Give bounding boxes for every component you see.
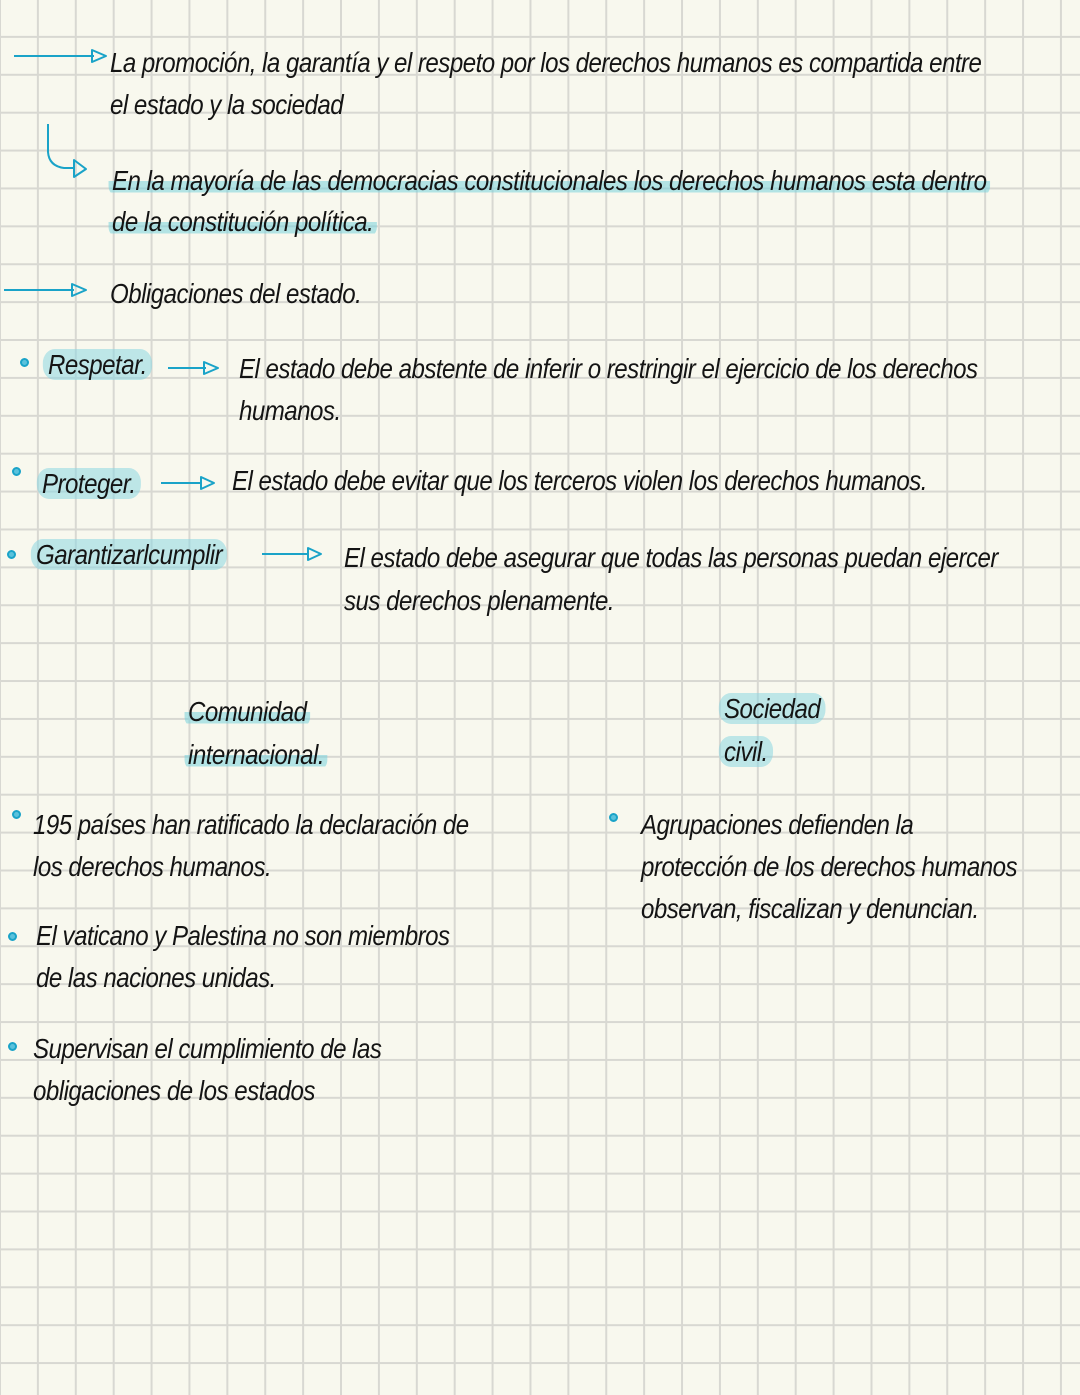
international-heading-2	[188, 734, 327, 776]
respetar-line-2: humanos.	[239, 395, 341, 426]
constitution-line-2	[112, 201, 377, 243]
arrow-right-icon	[159, 477, 219, 493]
proteger-line-1: El estado debe evitar que los terceros violen los derechos humanos.	[232, 465, 927, 496]
arrow-right-icon	[12, 50, 102, 70]
bullet-icon	[12, 467, 21, 476]
bullet-icon	[20, 358, 29, 367]
highlight: Proteger.	[37, 468, 141, 499]
highlight: Respetar.	[43, 349, 152, 380]
term-garantizar	[36, 534, 227, 576]
bullet-icon	[8, 932, 17, 941]
bullet-icon	[609, 813, 618, 822]
highlight: En la mayoría de las democracias constitucionales los derechos humanos esta dentro	[109, 165, 990, 196]
bullet-icon	[7, 550, 16, 559]
international-item-2-line-2: de las naciones unidas.	[36, 962, 276, 993]
international-heading-1	[188, 691, 310, 733]
garantizar-line-2: sus derechos plenamente.	[344, 585, 615, 616]
civil-heading-2	[724, 731, 773, 773]
term-respetar	[48, 344, 152, 386]
civil-item-1-line-2: protección de los derechos humanos	[641, 851, 1018, 882]
arrow-right-icon	[166, 362, 226, 378]
international-item-1-line-1: 195 países han ratificado la declaración de	[33, 809, 469, 840]
civil-item-1-line-3: observan, fiscalizan y denuncian.	[641, 893, 979, 924]
arrow-right-icon	[260, 548, 330, 564]
constitution-line-1	[112, 160, 990, 202]
civil-item-1-line-1: Agrupaciones defienden la	[641, 809, 914, 840]
arrow-right-icon	[2, 284, 92, 304]
highlight: internacional.	[185, 739, 328, 770]
civil-heading-1	[724, 688, 825, 730]
highlight: civil.	[719, 736, 773, 767]
curved-arrow-icon	[40, 118, 90, 183]
international-item-2-line-1: El vaticano y Palestina no son miembros	[36, 920, 450, 951]
international-item-3-line-2: obligaciones de los estados	[33, 1075, 315, 1106]
bullet-icon	[8, 1042, 17, 1051]
obligations-title: Obligaciones del estado.	[110, 278, 362, 309]
term-proteger	[42, 463, 141, 505]
highlight: de la constitución política.	[109, 206, 377, 237]
bullet-icon	[12, 810, 21, 819]
international-item-1-line-2: los derechos humanos.	[33, 851, 272, 882]
intro-line-1: La promoción, la garantía y el respeto por los derechos humanos es compartida entre	[110, 47, 982, 78]
garantizar-line-1: El estado debe asegurar que todas las personas puedan ejercer	[344, 542, 998, 573]
highlight: Sociedad	[719, 693, 826, 724]
international-item-3-line-1: Supervisan el cumplimiento de las	[33, 1033, 382, 1064]
respetar-line-1: El estado debe abstente de inferir o restringir el ejercicio de los derechos	[239, 353, 978, 384]
intro-line-2: el estado y la sociedad	[110, 89, 344, 120]
highlight: Garantizarlcumplir	[31, 539, 227, 570]
highlight: Comunidad	[185, 696, 310, 727]
